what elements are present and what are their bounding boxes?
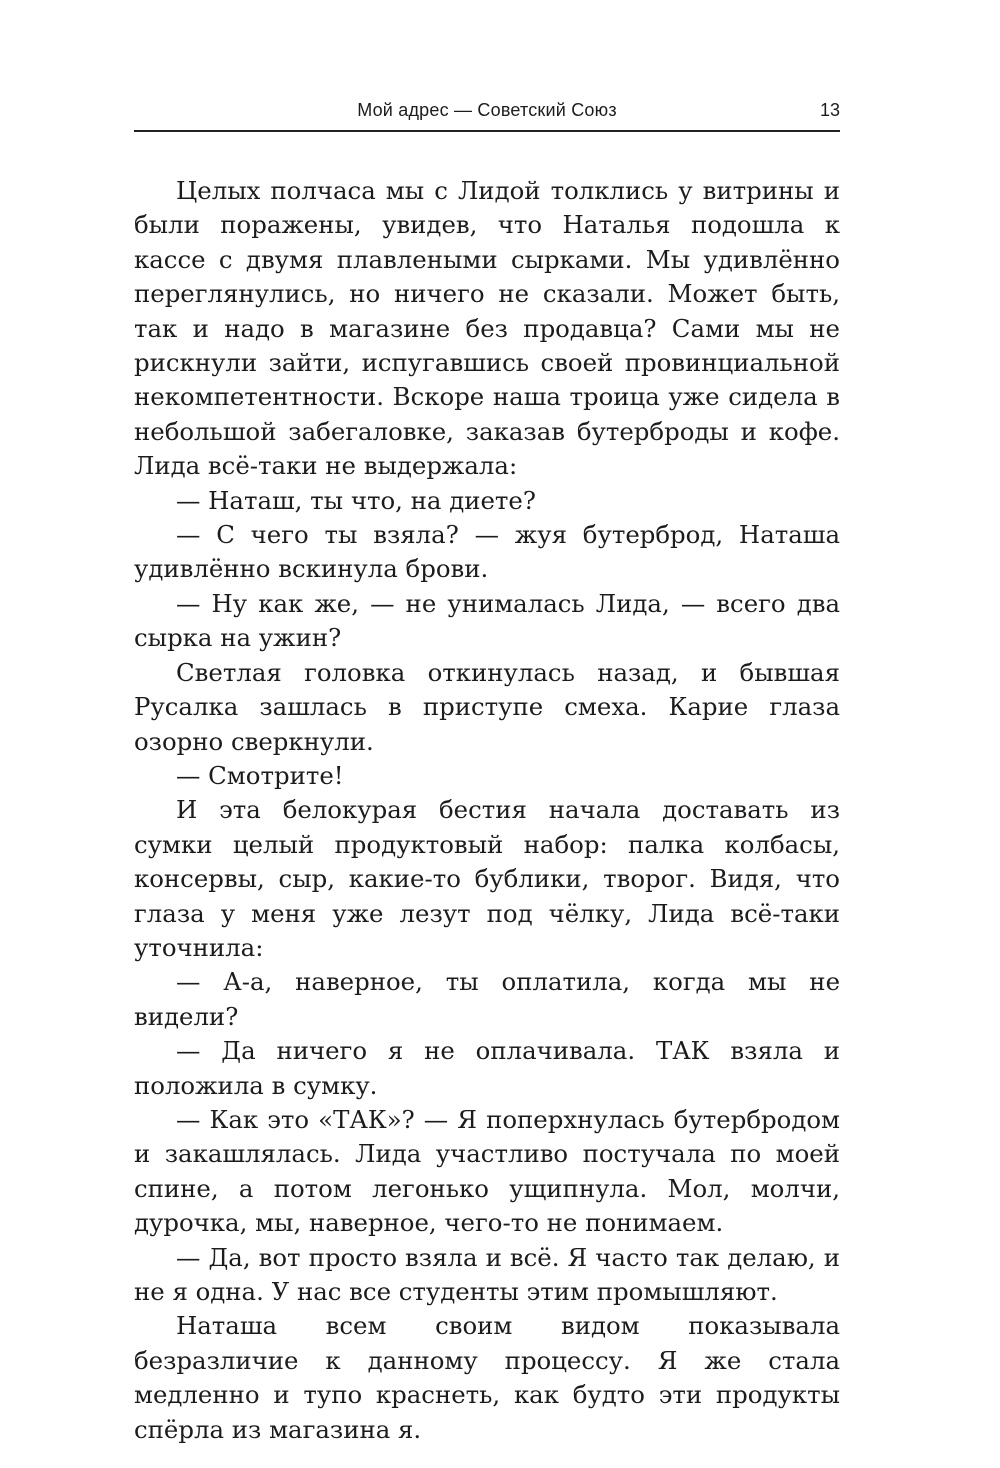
dialogue-line: — Да ничего я не оплачивала. ТАК взяла и положила в сумку. (134, 1036, 840, 1100)
body-text (134, 174, 840, 1447)
paragraph: Светлая головка откинулась назад, и бывшая Русалка зашлась в приступе смеха. Карие глаза озорно сверкнули. (134, 657, 840, 756)
page-number: 13 (819, 100, 840, 120)
dialogue-line: — Смотрите! (176, 760, 344, 790)
paragraph: И эта белокурая бестия начала доставать из сумки целый продуктовый набор: палка колбасы, консервы, сыр, какие-то бублики, творог. Видя, что глаза у меня уже лезут под чёлку, Лида всё-таки уточнила: (134, 795, 840, 962)
dialogue-line: — С чего ты взяла? — жуя бутерброд, Наташа удивлённо вскинула брови. (134, 520, 840, 584)
running-title: Мой адрес — Советский Союз (357, 100, 617, 120)
paragraph: Целых полчаса мы с Лидой толклись у витрины и были поражены, увидев, что Наталья подошла к кассе с двумя плавлеными сырками. Мы удивлённо переглянулись, но ничего не сказали. Может быть, так и надо в магазине без продавца? Сами мы не рискнули зайти, испугавшись своей провинциальной некомпетентности. Вскоре наша троица уже сидела в небольшой забегаловке, заказав бутерброды и кофе. Лида всё-таки не выдержала: (134, 176, 840, 481)
dialogue-line: — А-а, наверное, ты оплатила, когда мы не видели? (134, 967, 840, 1031)
dialogue-line: — Да, вот просто взяла и всё. Я часто так делаю, и не я одна. У нас все студенты этим промышляют. (134, 1242, 840, 1306)
dialogue-line: — Наташ, ты что, на диете? (176, 485, 536, 515)
running-header (134, 96, 840, 132)
dialogue-line: — Как это «ТАК»? — Я поперхнулась бутербродом и закашлялась. Лида участливо постучала по моей спине, а потом легонько ущипнула. Мол, молчи, дурочка, мы, наверное, чего-то не понимаем. (134, 1104, 840, 1238)
dialogue-line: — Ну как же, — не унималась Лида, — всего два сырка на ужин? (134, 588, 840, 653)
paragraph: Наташа всем своим видом показывала безразличие к данному процессу. Я же стала медленно и тупо краснеть, как будто эти продукты спёрла из магазина я. (134, 1311, 840, 1444)
